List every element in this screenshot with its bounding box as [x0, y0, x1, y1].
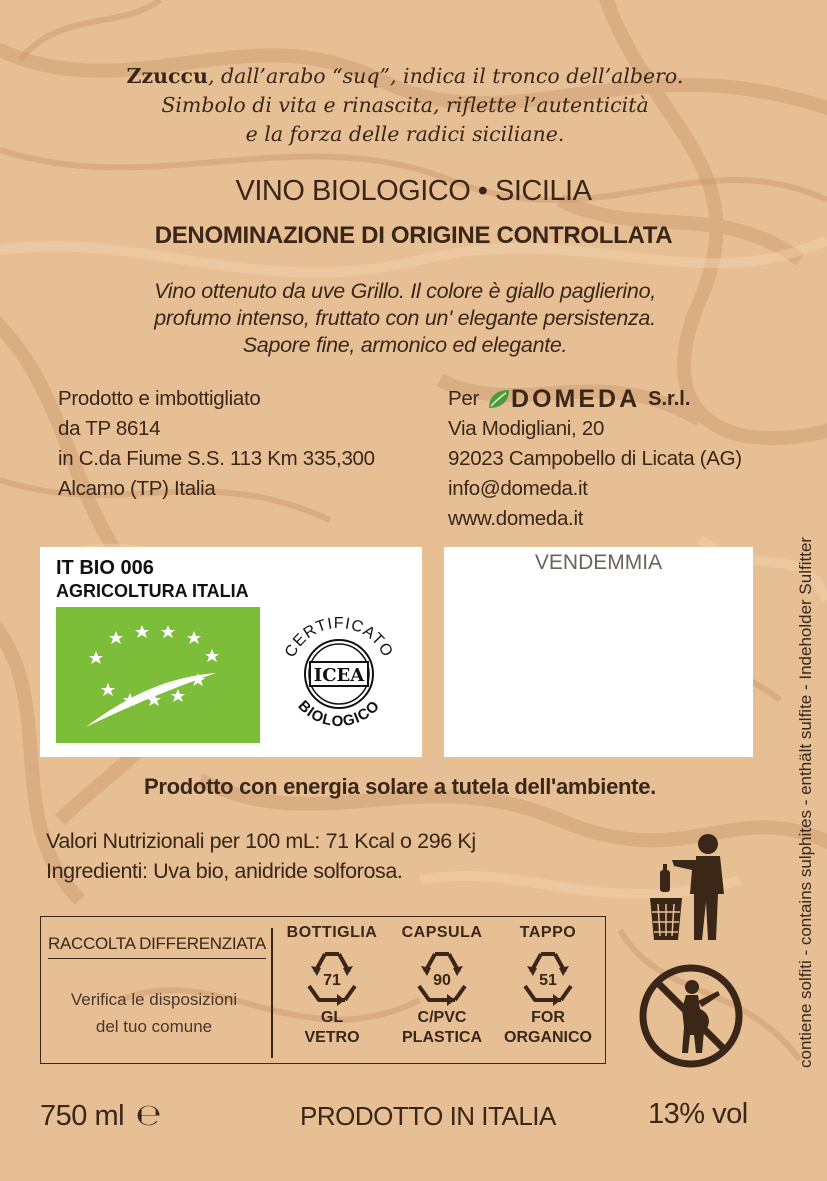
no-pregnant-alcohol-icon [638, 963, 744, 1069]
nutrition-info [46, 826, 476, 886]
domeda-leaf-icon [487, 388, 511, 410]
distributor-city: 92023 Campobello di Licata (AG) [448, 447, 742, 470]
intro-line3: e la forza delle radici siciliane. [245, 122, 565, 146]
recycling-item-line1: C/PVC [417, 1009, 467, 1026]
doc-heading: DENOMINAZIONE DI ORIGINE CONTROLLATA [154, 222, 673, 249]
volume: 750 ml [40, 1100, 125, 1132]
alcohol-content: 13% vol [648, 1098, 748, 1130]
recycling-item-line2: ORGANICO [504, 1029, 592, 1046]
description-line1: Vino ottenuto da uve Grillo. Il colore è giallo paglierino, [154, 279, 656, 303]
recycling-item-header: BOTTIGLIA [286, 924, 378, 941]
intro-line1: , dall’arabo “suq”, indica il tronco dell’albero. [207, 64, 684, 88]
recycling-title: RACCOLTA DIFFERENZIATA [48, 934, 266, 959]
seal-top-text: CERTIFICATO [281, 614, 397, 661]
svg-text:BIOLOGICO [295, 697, 384, 730]
recycle-icon [407, 944, 477, 1008]
distributor-per: Per [448, 387, 480, 410]
recycle-code: 51 [539, 972, 557, 989]
recycling-item-line1: FOR [531, 1009, 565, 1026]
ingredients: Ingredienti: Uva bio, anidride solforosa. [46, 859, 403, 883]
recycling-item-bottle [280, 924, 384, 1048]
organic-origin: AGRICOLTURA ITALIA [56, 581, 249, 601]
icea-seal-icon [272, 607, 406, 741]
solar-energy-note: Prodotto con energia solare a tutela dell'ambiente. [144, 774, 656, 799]
estimated-mark-icon: ℮ [135, 1098, 161, 1133]
distributor-email: info@domeda.it [448, 477, 588, 500]
recycling-note-line2: del tuo comune [95, 1017, 213, 1036]
producer-line1: Prodotto e imbottigliato [58, 387, 261, 410]
description-line3: Sapore fine, armonico ed elegante. [242, 333, 568, 357]
producer-line2: da TP 8614 [58, 417, 161, 440]
recycling-item-line1: GL [320, 1009, 344, 1026]
distributor-info [448, 384, 742, 534]
vintage-box [444, 547, 753, 757]
distributor-web: www.domeda.it [448, 507, 584, 530]
wine-description [40, 278, 770, 359]
volume-line [40, 1098, 161, 1133]
recycle-code: 71 [323, 972, 341, 989]
intro-line2: Simbolo di vita e rinascita, riflette l’autenticità [161, 93, 649, 117]
sulfites-notice: contiene solfiti - contains sulphites - enthält sulfite - Indeholder Sulfitter [796, 536, 815, 1068]
distributor-brand: DOMEDA [511, 385, 641, 413]
recycling-divider [271, 928, 273, 1058]
svg-text:CERTIFICATO [282, 615, 396, 660]
recycling-item-capsule [390, 924, 494, 1048]
wine-type-heading: VINO BIOLOGICO • SICILIA [235, 175, 592, 207]
recycling-item-cork [496, 924, 600, 1048]
intro-text [40, 62, 770, 149]
brand-name: Zzuccu [126, 64, 208, 88]
vintage-label: VENDEMMIA [534, 551, 663, 574]
recycling-item-header: CAPSULA [401, 924, 483, 941]
seal-center-text: ICEA [313, 665, 365, 686]
description-line2: profumo intenso, fruttato con un' elegante persistenza. [154, 306, 656, 330]
organic-code: IT BIO 006 [56, 557, 154, 579]
recycling-item-line2: VETRO [304, 1029, 360, 1046]
recycle-code: 90 [433, 972, 451, 989]
recycle-icon [297, 944, 367, 1008]
nutrition-values: Valori Nutrizionali per 100 mL: 71 Kcal o 296 Kj [46, 829, 476, 853]
organic-certification-box [40, 547, 422, 757]
recycling-items [280, 924, 602, 1062]
trash-bin-person-icon [646, 832, 730, 944]
distributor-suffix: S.r.l. [648, 388, 691, 410]
eu-organic-leaf-icon [56, 607, 260, 743]
recycling-item-header: TAPPO [519, 924, 577, 941]
producer-line4: Alcamo (TP) Italia [58, 477, 216, 500]
recycling-note [44, 986, 264, 1040]
made-in: PRODOTTO IN ITALIA [300, 1101, 556, 1131]
recycling-note-line1: Verifica le disposizioni [70, 990, 238, 1009]
recycling-item-line2: PLASTICA [402, 1029, 482, 1046]
seal-bottom-text: BIOLOGICO [294, 697, 384, 731]
distributor-street: Via Modigliani, 20 [448, 417, 605, 440]
producer-info [58, 384, 375, 504]
producer-line3: in C.da Fiume S.S. 113 Km 335,300 [58, 447, 375, 470]
recycle-icon [513, 944, 583, 1008]
